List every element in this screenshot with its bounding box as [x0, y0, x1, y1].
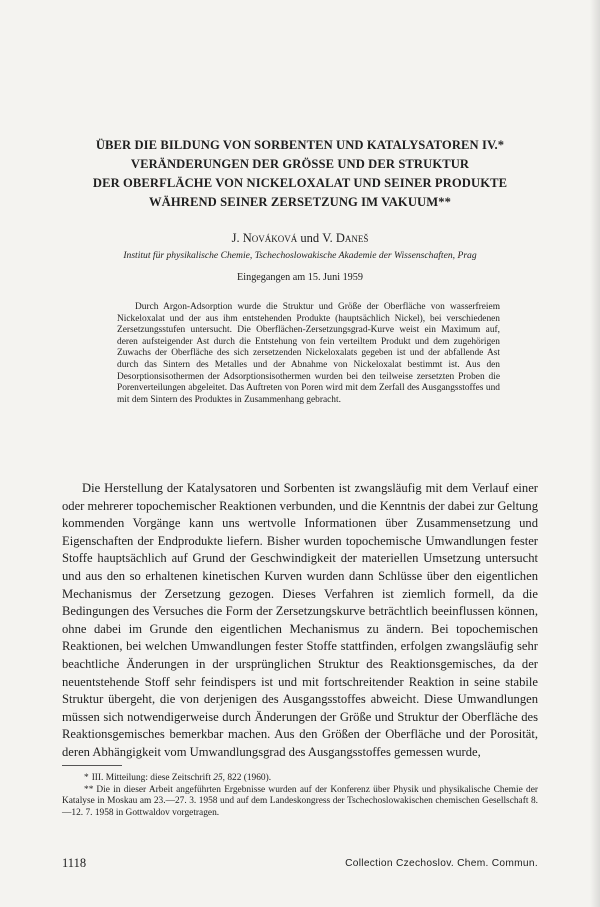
- abstract: [117, 302, 500, 406]
- author-name: J. Nováková: [231, 231, 298, 245]
- footnote-volume: 25,: [213, 773, 225, 783]
- article-title: [50, 136, 550, 212]
- page-edge-shadow: [590, 0, 600, 907]
- footnote-text: Die in dieser Arbeit angeführten Ergebnisse wurden auf der Konferenz über Physik und physikalische Chemie der Katalyse in Moskau am 23.—27. 3. 1958 und auf dem Landeskongress der Tschechoslowakischen chemischen Gesellschaft 8.—12. 7. 1958 in Gottwaldov vorgetragen.: [62, 784, 538, 818]
- footnote-rule: [62, 765, 122, 766]
- footnote-text: III. Mitteilung: diese Zeitschrift: [91, 773, 211, 783]
- page-number: 1118: [62, 856, 87, 870]
- author-conjunction: und: [300, 231, 320, 245]
- journal-name: Collection Czechoslov. Chem. Commun.: [345, 858, 538, 869]
- body-text: [62, 480, 538, 762]
- author-name: V. Daneš: [322, 231, 369, 245]
- footnote-1: [62, 773, 538, 785]
- title-line: DER OBERFLÄCHE VON NICKELOXALAT UND SEINER PRODUKTE: [92, 176, 508, 190]
- footnote-mark: **: [84, 784, 94, 795]
- footnote-text: 822 (1960).: [227, 773, 272, 783]
- body-paragraph: Die Herstellung der Katalysatoren und Sorbenten ist zwangsläufig mit dem Verlauf einer oder mehrerer topochemischer Reaktionen verbunden, und die Kenntnis der dabei zur Geltung kommenden Vorgänge kann uns wertvolle Informationen über Zusammensetzung und Eigenschaften der Endprodukte liefern. Bisher wurden topochemische Umwandlungen fester Stoffe hauptsächlich auf Grund der Geschwindigkeit der materiellen Umsetzung untersucht und aus den so erhaltenen kinetischen Kurven wurden dann Schlüsse über den eigentlichen Mechanismus der Zersetzung gezogen. Dieses Verfahren ist ziemlich formell, da die Bedingungen des Versuches die Form der Zersetzungskurve beträchtlich beeinflussen können, ohne dabei im Grunde den eigentlichen Mechanismus zu ändern. Bei topochemischen Reaktionen, bei welchen Umwandlungen fester Stoffe stattfinden, erfolgen zwangsläufig sehr beachtliche Änderungen in der ursprünglichen Struktur des Reaktionsgemisches, da der neuentstehende Stoff sehr feindispers ist und mit fortschreitender Reaktion in seine stabile Struktur übergeht, die von derjenigen des Ausgangsstoffes abweicht. Diese Umwandlungen müssen sich notwendigerweise durch Änderungen der Größe und Struktur der Oberfläche des Reaktionsgemisches bemerkbar machen. Aus den Größen der Oberfläche und der Porosität, deren Abhängigkeit vom Umwandlungsgrad des Ausgangsstoffes gemessen wurde,: [62, 481, 538, 759]
- author-line: [50, 231, 550, 246]
- received-date: Eingegangen am 15. Juni 1959: [237, 272, 363, 283]
- footnotes: [62, 773, 538, 819]
- footnote-2: [62, 785, 538, 820]
- title-line: WÄHREND SEINER ZERSETZUNG IM VAKUUM**: [148, 195, 452, 209]
- institute-affiliation: Institut für physikalische Chemie, Tschechoslowakische Akademie der Wissenschaften, Prag: [123, 250, 477, 261]
- title-line: ÜBER DIE BILDUNG VON SORBENTEN UND KATALYSATOREN IV.*: [95, 138, 505, 152]
- abstract-text: Durch Argon-Adsorption wurde die Struktur und Größe der Oberfläche von wasserfreiem Nickeloxalat und der aus ihm entstehenden Produkte (hauptsächlich Nickel), bei verschiedenen Zersetzungsstufen untersucht. Die Oberflächen-Zersetzungsgrad-Kurve weist ein Maximum auf, deren aufsteigender Ast durch die Entstehung von fein verteiltem Produkt und dem zugehörigen Zuwachs der Oberfläche des sich zersetzenden Nickeloxalats gegeben ist und der abfallende Ast durch das Sintern des Metalles und der Abnahme von Nickeloxalat bestimmt ist. Aus den Desorptionsisothermen der Adsorptionsisothermen wurden bei den teilweise zersetzten Proben die Porenverteilungen abgeleitet. Das Auftreten von Poren wird mit dem Zerfall des Ausgangsstoffes und mit dem Sintern des Produktes in Zusammenhang gebracht.: [117, 302, 500, 405]
- title-line: VERÄNDERUNGEN DER GRÖSSE UND DER STRUKTUR: [130, 157, 470, 171]
- footnote-mark: *: [84, 773, 89, 783]
